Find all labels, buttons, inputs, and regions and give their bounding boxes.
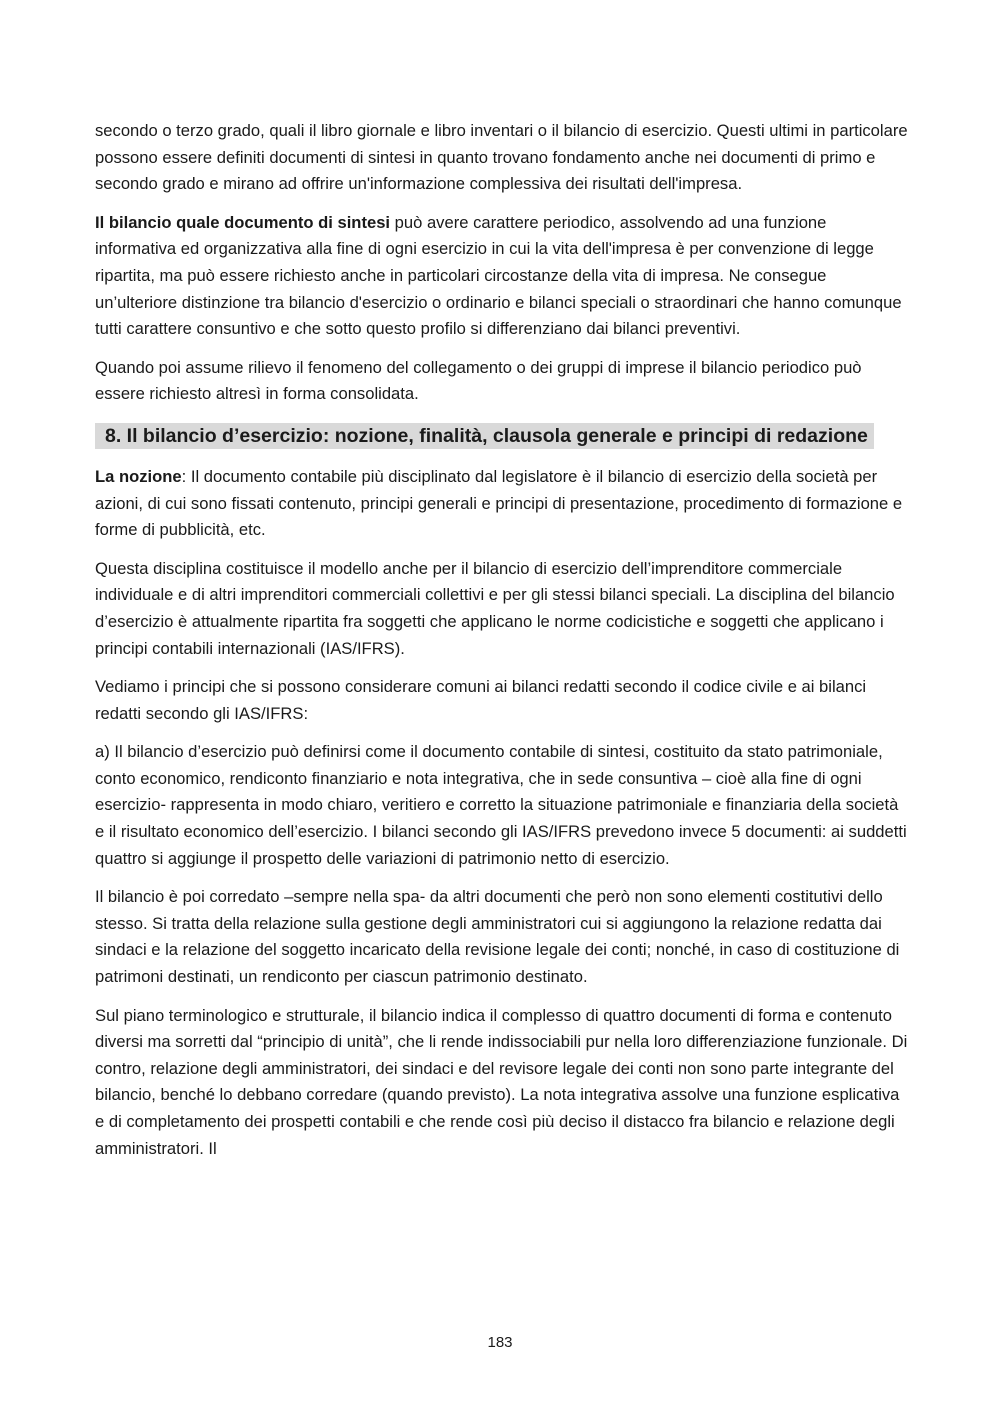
section-heading-text: 8. Il bilancio d’esercizio: nozione, finalità, clausola generale e principi di redazione [95,423,874,449]
paragraph-text: Quando poi assume rilievo il fenomeno del collegamento o dei gruppi di imprese il bilancio periodico può essere richiesto altresì in forma consolidata. [95,357,862,404]
paragraph-text: : Il documento contabile più disciplinato dal legislatore è il bilancio di esercizio della società per azioni, di cui sono fissati contenuto, principi generali e principi di presentazione, procedimento di formazione e forme di pubblicità, etc. [95,466,903,540]
paragraph-text: a) Il bilancio d’esercizio può definirsi come il documento contabile di sintesi, costituito da stato patrimoniale, conto economico, rendiconto finanziario e nota integrativa, che in sede consuntiva – cioè alla fine di ogni esercizio- rappresenta in modo chiaro, veritiero e corretto la situazione patrimoniale e finanziaria della società e il risultato economico dell’esercizio. I bilanci secondo gli IAS/IFRS prevedono invece 5 documenti: ai suddetti quattro si aggiunge il prospetto delle variazioni di patrimonio netto di esercizio. [95,742,907,868]
paragraph-text: Vediamo i principi che si possono considerare comuni ai bilanci redatti secondo il codice civile e ai bilanci redatti secondo gli IAS/IFRS: [95,677,867,723]
bold-lead: Il bilancio quale documento di sintesi [95,212,391,232]
paragraph-consolidato [95,355,910,408]
paragraph-text: Questa disciplina costituisce il modello anche per il bilancio di esercizio dell’imprenditore commerciale individuale e di altri imprenditori commerciali collettivi e per gli stessi bilanci speciali. La disciplina del bilancio d’esercizio è attualmente ripartita fra soggetti che applicano le norme codicistiche e soggetti che applicano i principi contabili internazionali (IAS/IFRS). [95,558,895,658]
paragraph-principi-comuni [95,674,910,727]
paragraph-text: Sul piano terminologico e strutturale, il bilancio indica il complesso di quattro documenti di forma e contenuto diversi ma sorretti dal “principio di unità”, che li rende indissociabili pur nella loro differenziazione funzionale. Di contro, relazione degli amministratori, dei sindaci e del revisore legale dei conti non sono parte integrante del bilancio, benché lo debbano corredare (quando previsto). La nota integrativa assolve una funzione esplicativa e di completamento dei prospetti contabili e che rende così più deciso il distacco fra bilancio e relazione degli amministratori. Il [95,1005,908,1158]
paragraph-nozione [95,464,910,544]
paragraph-text: può avere carattere periodico, assolvendo ad una funzione informativa ed organizzativa alla fine di ogni esercizio in cui la vita dell'impresa è per convenzione di legge ripartita, ma può essere richiesto anche in particolari circostanze della vita di impresa. Ne consegue un’ulteriore distinzione tra bilancio d'esercizio o ordinario e bilanci speciali o straordinari che hanno comunque tutti carattere consuntivo e che sotto questo profilo si differenziano dai bilanci preventivi. [95,212,902,339]
page-content [95,118,910,1174]
paragraph-piano-terminologico [95,1003,910,1163]
paragraph-bilancio-sintesi [95,210,910,343]
paragraph-disciplina [95,556,910,662]
paragraph-intro-continuation [95,118,910,198]
bold-lead: La nozione [95,466,182,486]
section-heading [95,421,910,452]
paragraph-definizione-a [95,739,910,872]
page-number: 183 [487,1334,513,1351]
paragraph-text: secondo o terzo grado, quali il libro giornale e libro inventari o il bilancio di esercizio. Questi ultimi in particolare possono essere definiti documenti di sintesi in quanto trovano fondamento anche nei documenti di primo e secondo grado e mirano ad offrire un'informazione complessiva dei risultati dell'impresa. [95,121,908,194]
paragraph-text: Il bilancio è poi corredato –sempre nella spa- da altri documenti che però non sono elementi costitutivi dello stesso. Si tratta della relazione sulla gestione degli amministratori cui si aggiungono la relazione redatta dai sindaci e la relazione del soggetto incaricato della revisione legale dei conti; nonché, in caso di costituzione di patrimoni destinati, un rendiconto per ciascun patrimonio destinato. [95,887,900,987]
paragraph-documenti-corredo [95,884,910,990]
